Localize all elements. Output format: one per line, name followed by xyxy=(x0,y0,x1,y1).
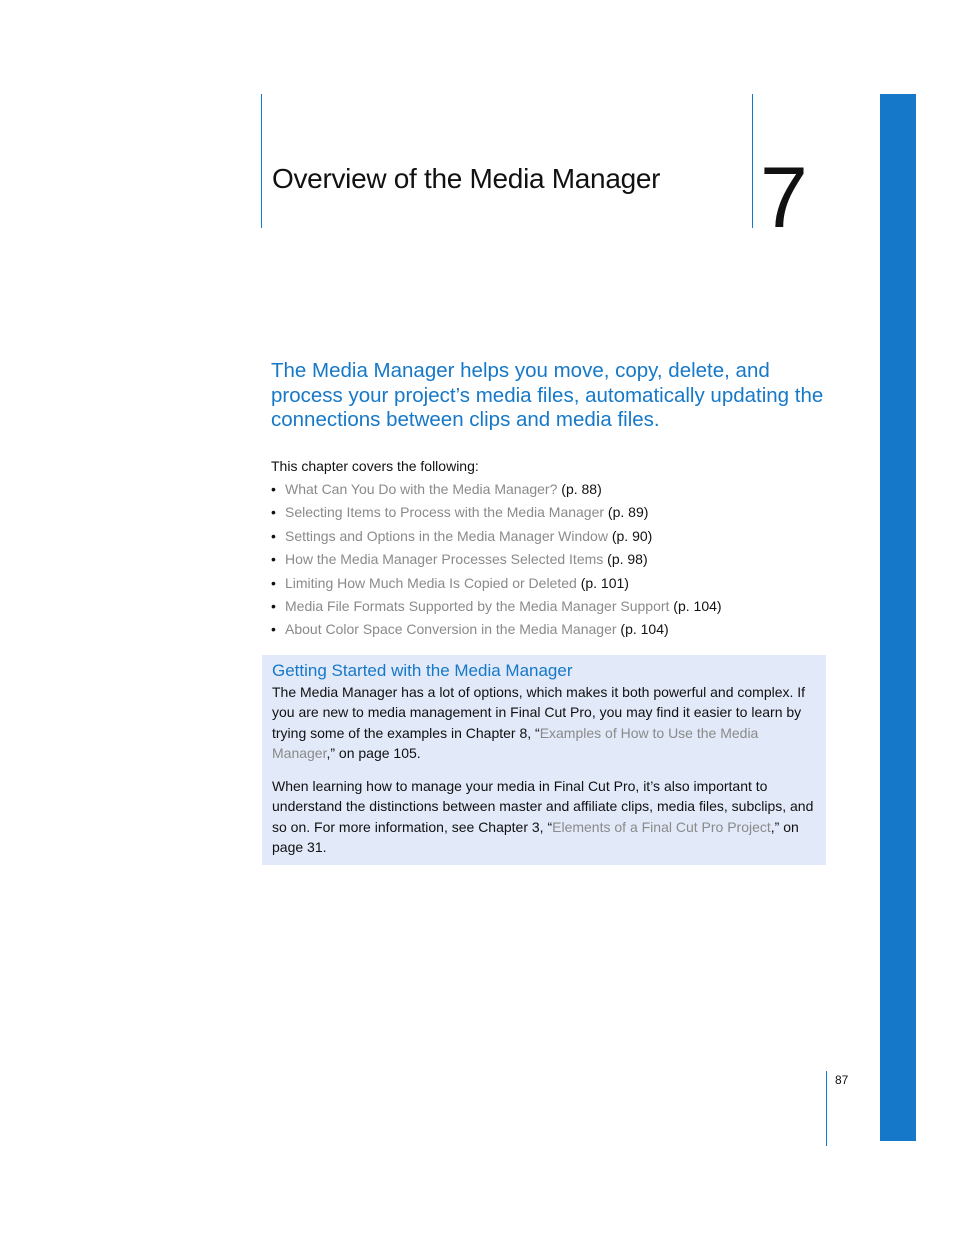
topic-link[interactable]: Limiting How Much Media Is Copied or Deleted xyxy=(285,574,577,591)
topic-page: (p. 89) xyxy=(604,504,649,521)
bullet: • xyxy=(271,504,276,521)
bullet: • xyxy=(271,527,276,544)
topic-link[interactable]: Settings and Options in the Media Manager Window xyxy=(285,527,608,544)
cross-reference-link[interactable]: Examples of How to Use the Media Manager xyxy=(272,724,759,761)
topic-link[interactable]: Selecting Items to Process with the Media Manager xyxy=(285,504,605,521)
box-heading: Getting Started with the Media Manager xyxy=(272,661,573,680)
topic-page: (p. 101) xyxy=(576,574,629,591)
bullet: • xyxy=(271,597,276,614)
topic-page: (p. 98) xyxy=(603,551,648,568)
bullet: • xyxy=(271,621,276,638)
box-paragraph xyxy=(272,682,820,763)
covers-label: This chapter covers the following: xyxy=(271,458,479,474)
bullet: • xyxy=(271,551,276,568)
bullet: • xyxy=(271,574,276,591)
chapter-number: 7 xyxy=(760,150,808,246)
topic-link[interactable]: How the Media Manager Processes Selected Items xyxy=(285,551,604,568)
getting-started-box xyxy=(262,655,826,865)
topic-link[interactable]: Media File Formats Supported by the Media Manager Support xyxy=(285,597,670,614)
list-item xyxy=(271,479,722,502)
topic-page: (p. 104) xyxy=(669,597,722,614)
list-item xyxy=(271,502,722,525)
topic-list xyxy=(271,479,722,643)
list-item xyxy=(271,596,722,619)
chapter-intro: The Media Manager helps you move, copy, delete, and process your project’s media files, automatically updating the connections between clips and media files. xyxy=(271,359,824,431)
topic-link[interactable]: About Color Space Conversion in the Media Manager xyxy=(285,621,617,638)
topic-page: (p. 90) xyxy=(607,527,653,544)
paragraph-text: When learning how to manage your media in Final Cut Pro, it’s also important to understand the distinctions between master and affiliate clips, media files, subclips, and so on. For more information, see Chapter 3, “ xyxy=(272,778,814,835)
list-item xyxy=(271,573,722,596)
list-item xyxy=(271,549,722,572)
list-item xyxy=(271,619,722,642)
chapter-number-rule xyxy=(752,94,753,228)
list-item xyxy=(271,526,722,549)
chapter-tab-bar xyxy=(880,94,916,1141)
topic-page: (p. 88) xyxy=(557,481,602,497)
cross-reference-link[interactable]: Elements of a Final Cut Pro Project xyxy=(552,818,771,835)
chapter-title: Overview of the Media Manager xyxy=(272,163,661,194)
bullet: • xyxy=(271,481,276,497)
folio-rule xyxy=(826,1071,827,1146)
box-paragraph xyxy=(272,776,820,857)
paragraph-text: ,” on page 105. xyxy=(326,744,421,761)
topic-page: (p. 104) xyxy=(616,621,669,638)
paragraph-text: The Media Manager has a lot of options, which makes it both powerful and complex. If you are new to media management in Final Cut Pro, you may find it easier to learn by trying some of the examples in Chapter 8, “ xyxy=(272,684,806,741)
paragraph-text: ,” on page 31. xyxy=(272,818,799,855)
page-number: 87 xyxy=(835,1073,849,1087)
title-left-rule xyxy=(261,94,262,228)
topic-link[interactable]: What Can You Do with the Media Manager? xyxy=(285,481,558,497)
